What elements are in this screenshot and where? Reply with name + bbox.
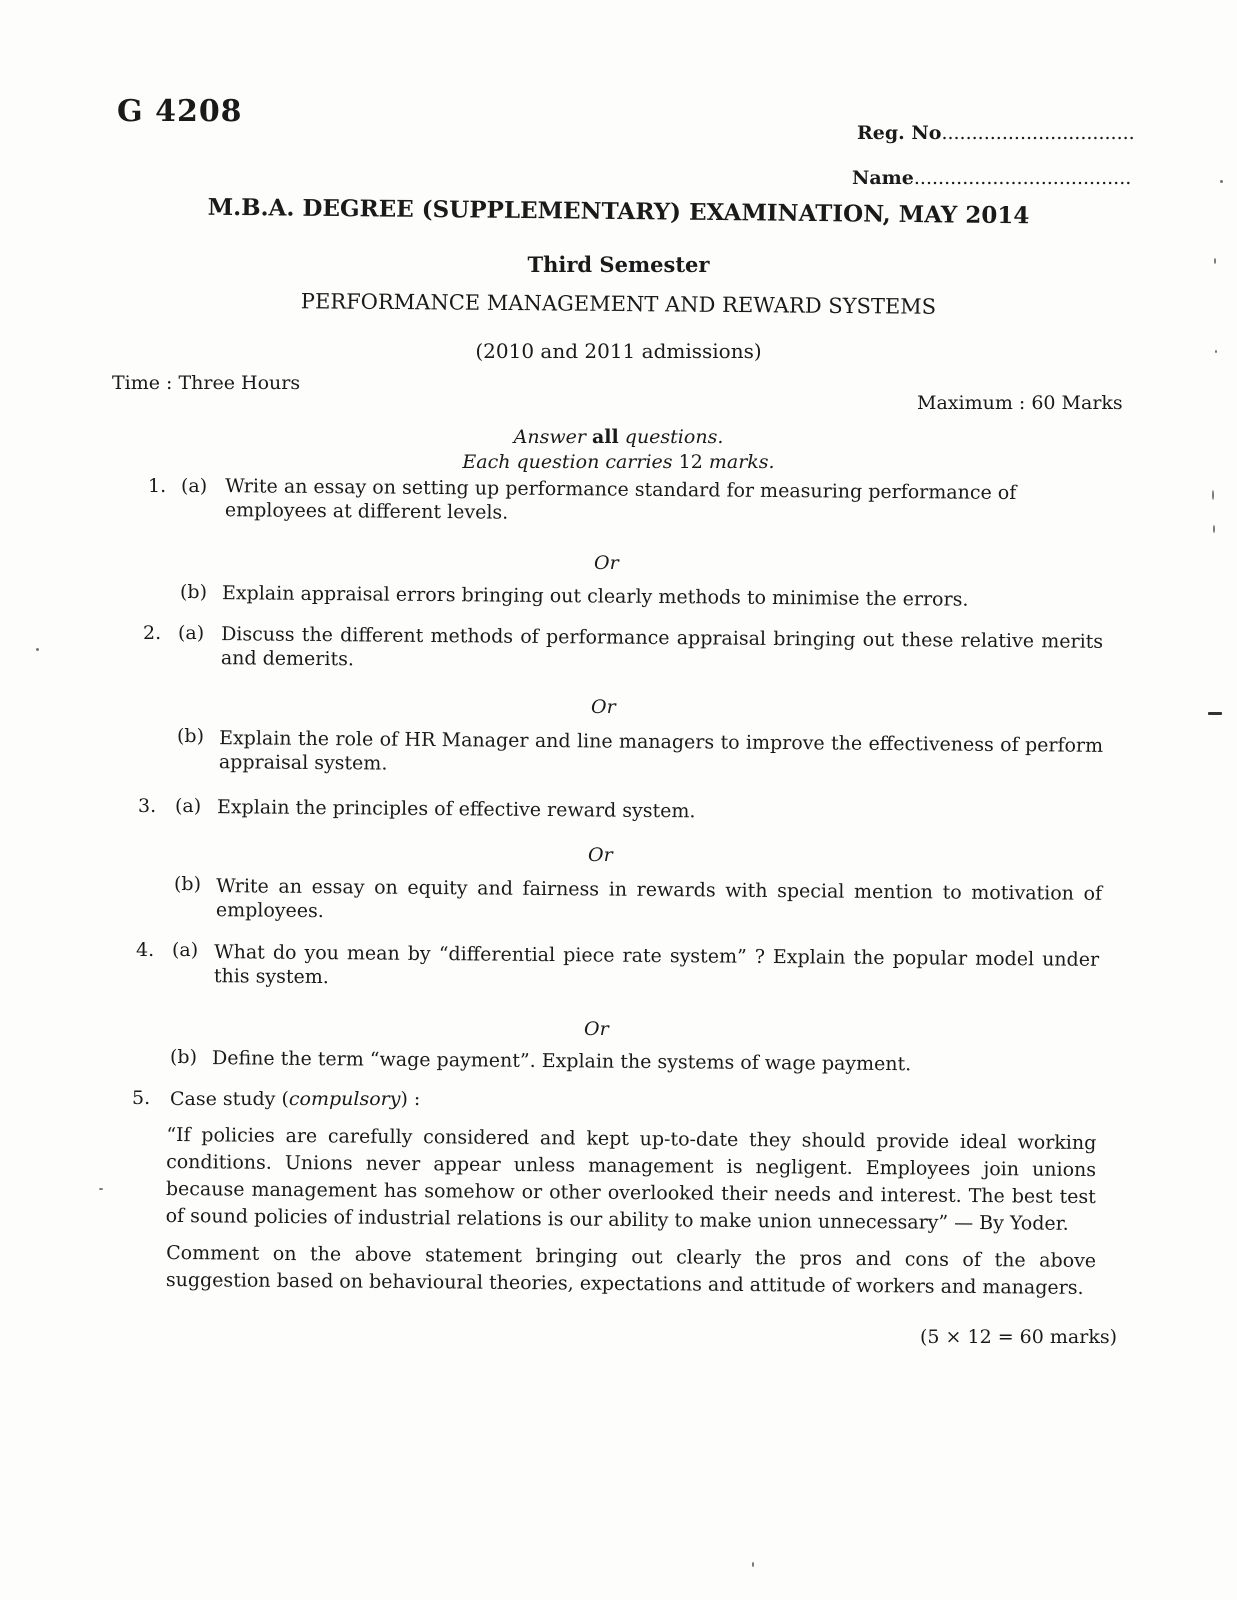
reg-no-label: Reg. No: [857, 122, 942, 144]
instruction-2-pre: Each question carries: [462, 451, 673, 473]
scan-speck: [1213, 525, 1215, 533]
name-field: [852, 167, 1131, 189]
scan-speck: [99, 1188, 103, 1190]
part-label: (a): [181, 475, 208, 497]
case-heading-italic: compulsory: [288, 1088, 401, 1110]
name-label: Name: [852, 167, 914, 189]
reg-no-dots: ................................: [941, 122, 1135, 144]
question-number: 4.: [136, 939, 155, 961]
maximum-marks: Maximum : 60 Marks: [917, 392, 1123, 414]
total-marks: (5 × 12 = 60 marks): [920, 1326, 1117, 1348]
time-allowed: Time : Three Hours: [112, 372, 301, 394]
instruction-2-num: 12: [678, 451, 703, 473]
part-label: (a): [178, 622, 205, 644]
exam-title: M.B.A. DEGREE (SUPPLEMENTARY) EXAMINATION, MAY 2014: [207, 193, 1030, 230]
case-study-heading: [170, 1087, 420, 1111]
scan-speck: [36, 648, 39, 651]
part-label: (a): [172, 939, 199, 961]
question-text: Discuss the different methods of performance appraisal bringing out these relative merits and demerits.: [220, 623, 1104, 671]
scan-speck: [752, 1562, 754, 1567]
admissions: (2010 and 2011 admissions): [475, 339, 762, 363]
or-separator: Or: [588, 844, 613, 866]
part-label: (a): [175, 795, 202, 817]
semester: Third Semester: [527, 252, 710, 277]
case-study-comment: Comment on the above statement bringing out clearly the pros and cons of the above suggestion based on behavioural theories, expectations and attitude of workers and managers.: [165, 1241, 1097, 1299]
scan-speck: [1212, 490, 1214, 500]
instruction-line-1: [0, 426, 1237, 448]
part-label: (b): [177, 725, 204, 747]
instruction-1-pre: Answer: [513, 426, 586, 448]
question-text: Define the term “wage payment”. Explain the systems of wage payment.: [211, 1047, 912, 1076]
scan-speck: [1215, 350, 1217, 353]
scan-speck: [1220, 180, 1223, 183]
question-number: 3.: [138, 795, 157, 817]
reg-no-field: [857, 122, 1135, 144]
part-label: (b): [170, 1046, 197, 1068]
case-heading-pre: Case study (: [170, 1088, 289, 1110]
case-study-quote: “If policies are carefully considered and kept up-to-date they should provide ideal working conditions. Unions never appear unless management is negligent. Employees join unions because management has somehow or other overlooked their needs and interest. The best test of sound policies of industrial relations is our ability to make union unnecessary” — By Yoder.: [165, 1123, 1097, 1235]
question-text: Explain appraisal errors bringing out clearly methods to minimise the errors.: [221, 582, 969, 611]
scan-speck: [1208, 712, 1222, 715]
or-separator: Or: [594, 552, 619, 574]
part-label: (b): [180, 581, 207, 603]
question-text: What do you mean by “differential piece rate system” ? Explain the popular model under this system.: [213, 941, 1100, 989]
question-text: Write an essay on equity and fairness in rewards with special mention to motivation of employees.: [215, 875, 1103, 923]
name-dots: ....................................: [913, 167, 1132, 189]
or-separator: Or: [584, 1018, 609, 1040]
instruction-line-2: [0, 451, 1237, 473]
scan-speck: [1214, 258, 1216, 264]
question-number: 5.: [132, 1087, 151, 1109]
instruction-1-post: questions.: [624, 426, 724, 448]
or-separator: Or: [591, 696, 616, 718]
question-number: 1.: [148, 475, 167, 497]
paper-code: G 4208: [117, 94, 243, 129]
case-heading-post: ) :: [400, 1088, 421, 1110]
question-number: 2.: [143, 622, 162, 644]
question-text: Explain the principles of effective reward system.: [216, 796, 696, 823]
question-text: Write an essay on setting up performance standard for measuring performance of employees at different levels.: [224, 475, 1017, 524]
question-text: Explain the role of HR Manager and line managers to improve the effectiveness of perform appraisal system.: [218, 727, 1104, 775]
instruction-2-post: marks.: [708, 451, 775, 473]
instruction-1-bold: all: [591, 426, 619, 448]
subject-title: PERFORMANCE MANAGEMENT AND REWARD SYSTEMS: [300, 289, 937, 319]
part-label: (b): [174, 873, 201, 895]
